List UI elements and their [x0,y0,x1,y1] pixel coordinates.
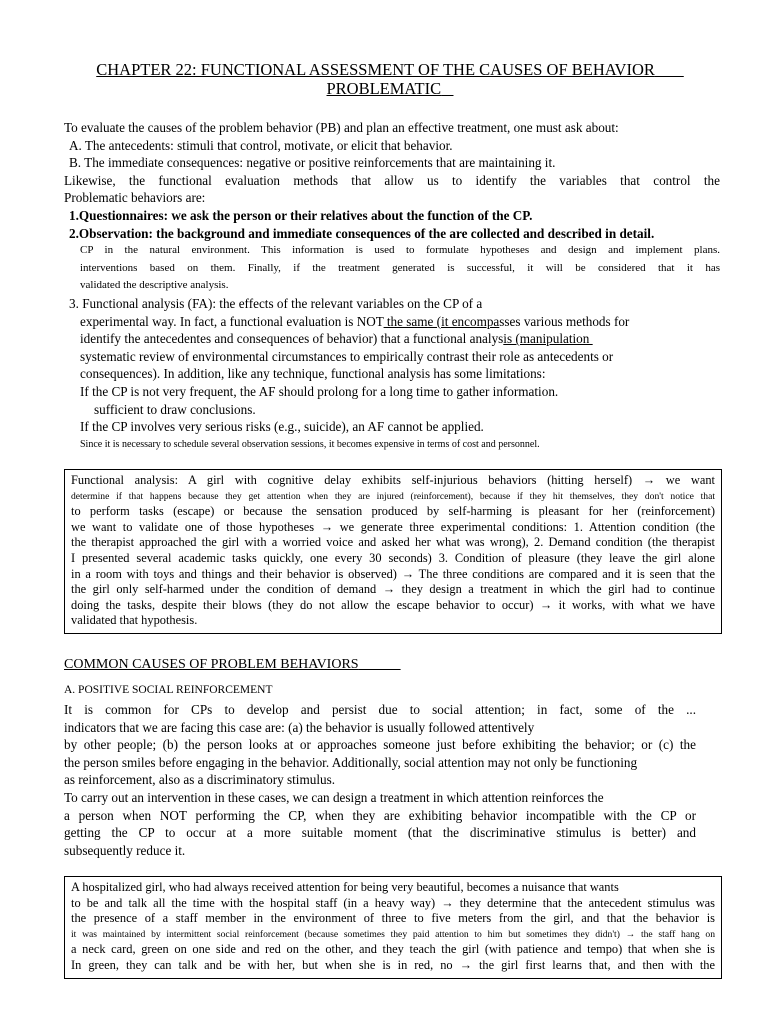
box2-line-1: A hospitalized girl, who had always received attention for being very beautiful, becomes a nuisance that wants [71,880,619,894]
psr-line-6: To carry out an intervention in these cases, we can design a treatment in which attention reinforces the [64,789,604,805]
fa-line-2-part-a: identify the antecedentes and consequences of behavior) that a functional analys [80,331,504,347]
item-consequences: B. The immediate consequences: negative or positive reinforcements that are maintaining it. [69,155,556,171]
box1-line-2: determine if that happens because they get attention when they are injured (reinforcement), because if they hit themselves, they don't notice that [71,490,715,502]
box1-line-7: in a room with toys and things and their behavior is observed) → The three conditions are compared and it is seen that the [71,566,715,581]
subheading-positive-social-reinforcement: A. POSITIVE SOCIAL REINFORCEMENT [64,684,273,696]
observation-line-1: CP in the natural environment. This information is used to formulate hypotheses and design and implement plans. [80,244,720,257]
box1-line-4: we want to validate one of those hypotheses → we generate three experimental conditions: 1. Attention condition (the [71,519,715,534]
section-heading-common-causes [64,657,401,673]
section-heading-text: COMMON CAUSES OF PROBLEM BEHAVIORS [64,657,359,672]
observation-line-2: interventions based on them. Finally, if the treatment generated is successful, it will be considered that it has [80,261,720,274]
box2-line-4: it was maintained by intermittent social reinforcement (because sometimes they paid attention to him but sometimes they didn't) → the staff hang on [71,928,715,940]
psr-line-5: as reinforcement, also as a discriminatory stimulus. [64,772,336,788]
psr-line-9: subsequently reduce it. [64,842,186,858]
psr-line-3: by other people; (b) the person looks at or approaches someone just before exhibiting the behavior; or (c) the [64,737,696,753]
psr-line-2: indicators that we are facing this case are: (a) the behavior is usually followed attentively [64,719,535,735]
chapter-title [60,60,720,98]
method-observation: 2.Observation: the background and immediate consequences of the are collected and described in detail. [69,225,655,241]
section-heading-underline-tail [359,657,401,672]
psr-line-8: getting the CP to occur at a more suitable moment (that the discriminative stimulus is better) and [64,825,696,841]
section-evaluation [64,119,720,453]
observation-line-3: validated the descriptive analysis. [80,279,229,292]
limitation-3: Since it is necessary to schedule several observation sessions, it becomes expensive in terms of cost and personnel. [80,438,540,450]
method-questionnaires: 1.Questionnaires: we ask the person or their relatives about the function of the CP. [69,207,533,223]
fa-line-3: systematic review of environmental circumstances to empirically contrast their role as antecedents or [80,348,614,364]
box1-line-1: Functional analysis: A girl with cognitive delay exhibits self-injurious behaviors (hitting herself) → we want [71,473,715,487]
fa-line-2-part-b: is (manipulation [503,331,593,347]
fa-line-4: consequences). In addition, like any technique, functional analysis has some limitations: [80,366,546,382]
limitation-2: If the CP involves very serious risks (e.g., suicide), an AF cannot be applied. [80,419,484,435]
method-functional-analysis: 3. Functional analysis (FA): the effects of the relevant variables on the CP of a [69,295,483,311]
box2-line-5: a neck card, green on one side and red on the other, and they teach the girl (with patience and tempo) that when she is [71,942,715,957]
section-positive-social-reinforcement [64,701,696,859]
item-antecedents: A. The antecedents: stimuli that control, motivate, or elicit that behavior. [69,137,453,153]
likewise-line-2: Problematic behaviors are: [64,190,206,206]
likewise-line-1: Likewise, the functional evaluation methods that allow us to identify the variables that control the [64,172,720,188]
title-line-2-underline-tail [441,79,453,98]
psr-line-4: the person smiles before engaging in the behavior. Additionally, social attention may not only be functioning [64,754,638,770]
box1-line-6: I presented several academic tasks quickly, one every 30 seconds) 3. Condition of pleasure (they leave the girl alone [71,550,715,565]
limitation-1: If the CP is not very frequent, the AF should prolong for a long time to gather information. [80,383,559,399]
example-box-hospitalized-girl [64,876,722,979]
box2-line-3: the presence of a staff member in the environment of three to five meters from the girl, and that the behavior is [71,911,715,926]
box1-line-5: the therapist approached the girl with a worried voice and asked her what was wrong), 2. Demand condition (the therapist [71,535,715,550]
fa-line-1 [64,313,720,331]
fa-line-2 [64,330,720,348]
box1-line-8: the girl only self-harmed under the condition of demand → they design a treatment in which the girl had to continue [71,582,715,597]
fa-line-1-part-b: the same (it encompa [383,313,500,329]
fa-line-1-part-a: experimental way. In fact, a functional evaluation is NOT [80,313,384,329]
limitation-1-continued: sufficient to draw conclusions. [94,401,256,417]
title-line-1-underline-tail [655,60,684,79]
psr-line-7: a person when NOT performing the CP, when they are exhibiting behavior incompatible with the CP or [64,807,696,823]
box2-line-6: In green, they can talk and be with her, but when she is in red, no → the girl first learns that, and then with the [71,957,715,972]
example-box-functional-analysis [64,469,722,634]
box1-line-9: doing the tasks, despite their blows (they do not allow the escape behavior to occur) → it works, with what we have [71,597,715,612]
box2-line-2: to be and talk all the time with the hospital staff (in a heavy way) → they determine that the antecedent stimulus was [71,895,715,910]
title-line-2: PROBLEMATIC [326,79,442,98]
box1-line-10: validated that hypothesis. [71,613,198,628]
intro-paragraph: To evaluate the causes of the problem behavior (PB) and plan an effective treatment, one must ask about: [64,120,619,135]
box1-line-3: to perform tasks (escape) or because the sensation produced by self-harming is pleasant for her (reinforcement) [71,504,715,519]
fa-line-1-part-c: sses various methods for [499,313,630,329]
title-line-1: CHAPTER 22: FUNCTIONAL ASSESSMENT OF THE CAUSES OF BEHAVIOR [96,60,655,79]
psr-line-1: It is common for CPs to develop and persist due to social attention; in fact, some of the ... [64,702,696,717]
